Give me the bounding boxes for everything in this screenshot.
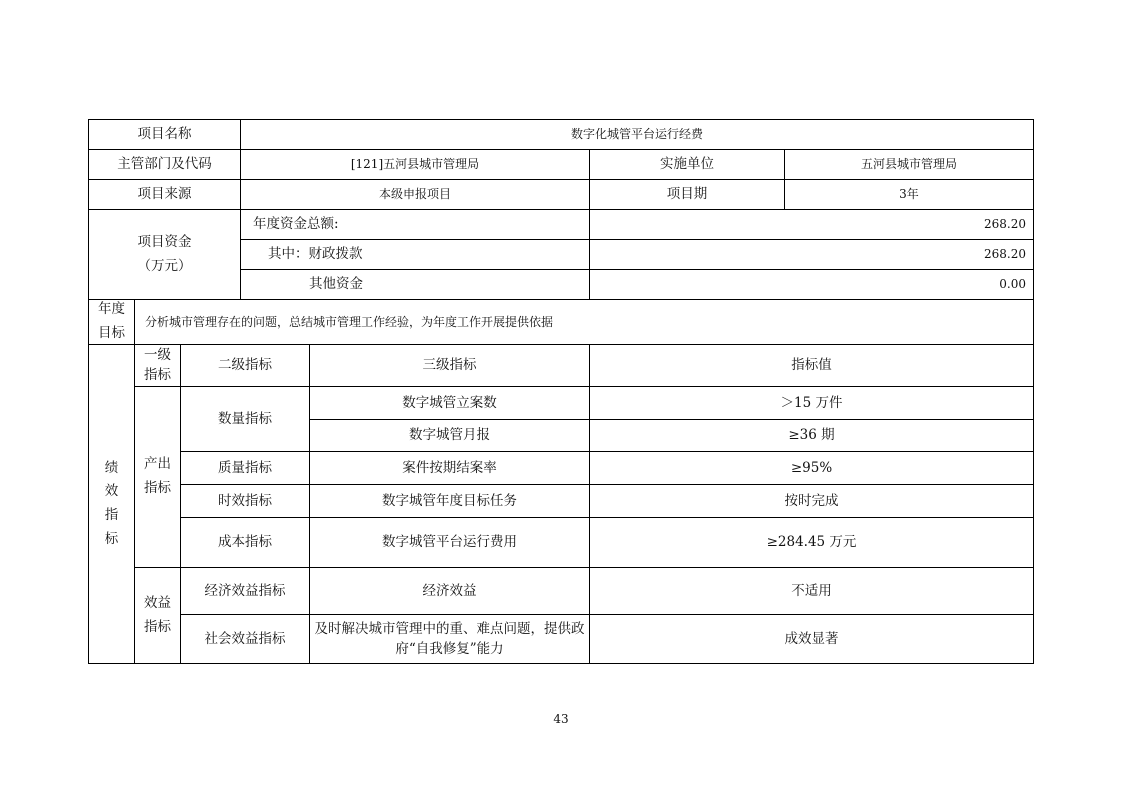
source-value: 本级申报项目: [240, 179, 590, 210]
benefit-label-line2: 指标: [144, 618, 171, 635]
period-label: 项目期: [589, 179, 785, 210]
indicator-value: ≥36 期: [589, 419, 1034, 452]
funds-other-value: 0.00: [589, 269, 1034, 300]
output-indicator-label: [134, 386, 181, 568]
impl-unit-label: 实施单位: [589, 149, 785, 180]
output-label-line2: 指标: [144, 480, 171, 496]
benefit-label-line1: 效益: [144, 594, 171, 611]
indicator-name: 数字城管年度目标任务: [309, 484, 590, 518]
funds-fiscal-label: 其中：财政拨款: [240, 239, 590, 270]
output-label-line1: 产出: [144, 456, 171, 473]
funds-label-line1: 项目资金: [137, 233, 192, 250]
funds-total-value: 268.20: [589, 209, 1034, 240]
performance-indicator-label: [88, 344, 135, 664]
indicator-value: ＞15 万件: [589, 386, 1034, 420]
header-value: 指标值: [589, 344, 1034, 387]
economic-indicator-label: 经济效益指标: [180, 567, 310, 615]
page-number: 43: [553, 712, 569, 726]
indicator-name: [309, 614, 590, 664]
funds-fiscal-value: 268.20: [589, 239, 1034, 270]
project-name-value: 数字化城管平台运行经费: [240, 119, 1034, 150]
indicator-name: 数字城管立案数: [309, 386, 590, 420]
social-item-line1: 及时解决城市管理中的重、难点问题，提供政: [314, 620, 585, 637]
perf-char: 效: [104, 483, 119, 500]
indicator-value: 不适用: [589, 567, 1034, 615]
indicator-value: 按时完成: [589, 484, 1034, 518]
goal-label: [88, 299, 135, 345]
header-level1-line2: 指标: [144, 366, 171, 383]
quantity-indicator-label: 数量指标: [180, 386, 310, 452]
indicator-name: 数字城管平台运行费用: [309, 517, 590, 568]
indicator-name: 数字城管月报: [309, 419, 590, 452]
goal-label-line1: 年度: [98, 301, 125, 318]
indicator-value: ≥284.45 万元: [589, 517, 1034, 568]
dept-label: 主管部门及代码: [88, 149, 241, 180]
benefit-indicator-label: [134, 567, 181, 664]
goal-label-line2: 目标: [98, 325, 125, 341]
header-level2: 二级指标: [180, 344, 310, 387]
impl-unit-value: 五河县城市管理局: [784, 149, 1034, 180]
funds-total-label: 年度资金总额:: [240, 209, 590, 240]
indicator-value: ≥95%: [589, 451, 1034, 485]
funds-other-label: 其他资金: [240, 269, 590, 300]
indicator-value: 成效显著: [589, 614, 1034, 664]
cost-indicator-label: 成本指标: [180, 517, 310, 568]
performance-target-table: [89, 120, 1034, 664]
header-level1-line1: 一级: [144, 346, 171, 363]
goal-text: 分析城市管理存在的问题，总结城市管理工作经验，为年度工作开展提供依据: [134, 299, 1034, 345]
project-name-label: 项目名称: [88, 119, 241, 150]
social-indicator-label: 社会效益指标: [180, 614, 310, 664]
perf-char: 标: [104, 530, 119, 547]
perf-char: 绩: [104, 459, 119, 476]
funds-label: [88, 209, 241, 300]
social-item-line2: 府“自我修复”能力: [395, 641, 504, 657]
dept-value: [121]五河县城市管理局: [240, 149, 590, 180]
indicator-name: 案件按期结案率: [309, 451, 590, 485]
period-value: 3年: [784, 179, 1034, 210]
perf-char: 指: [104, 507, 119, 523]
header-level1: [134, 344, 181, 387]
indicator-name: 经济效益: [309, 567, 590, 615]
funds-label-line2: （万元）: [137, 257, 192, 274]
timeliness-indicator-label: 时效指标: [180, 484, 310, 518]
source-label: 项目来源: [88, 179, 241, 210]
header-level3: 三级指标: [309, 344, 590, 387]
quality-indicator-label: 质量指标: [180, 451, 310, 485]
